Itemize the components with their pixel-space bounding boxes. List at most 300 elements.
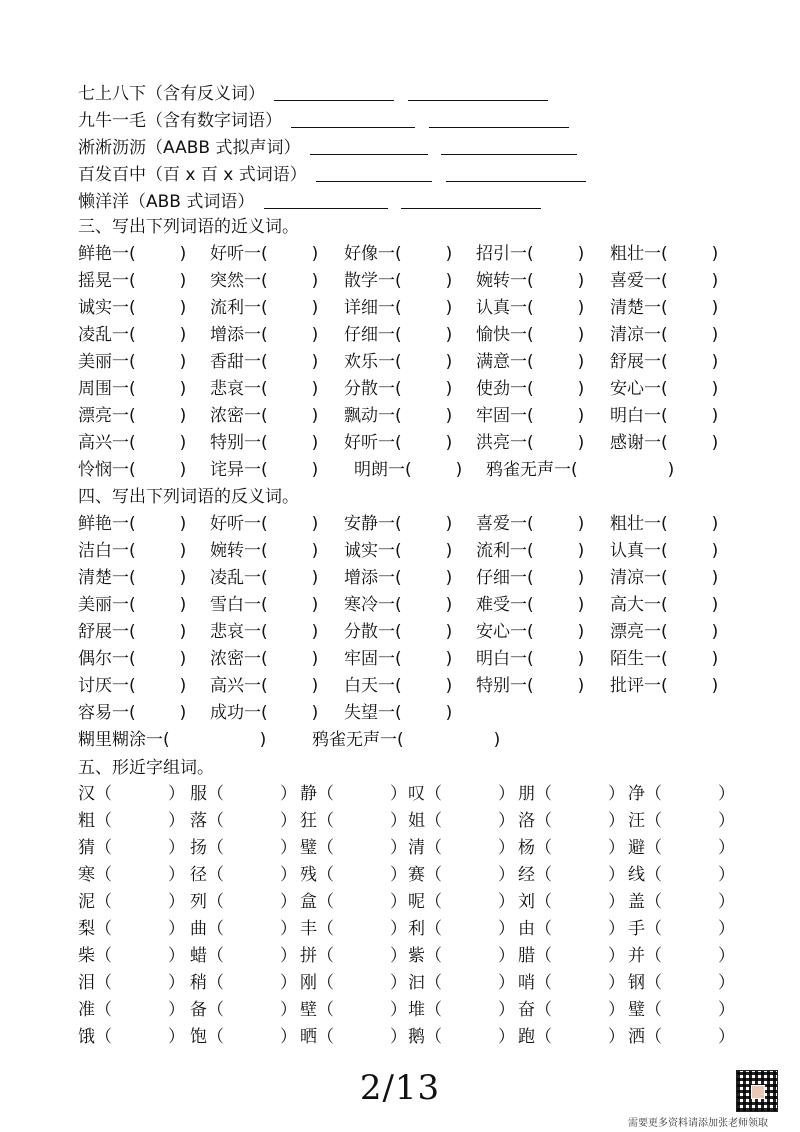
word-blank-item[interactable] <box>476 378 584 400</box>
char-label: 丰 <box>300 919 317 939</box>
close-paren: ) <box>179 676 187 696</box>
word-label: 陌生一( <box>610 649 668 669</box>
word-label: 雪白一( <box>210 595 268 615</box>
open-paren: （ <box>207 811 224 831</box>
open-paren: （ <box>425 1000 442 1020</box>
close-paren: ) <box>711 244 719 264</box>
char-blank-item[interactable] <box>300 918 407 940</box>
word-blank-item[interactable] <box>610 675 718 697</box>
word-blank-item[interactable] <box>476 540 584 562</box>
word-blank-item[interactable] <box>476 513 584 535</box>
word-blank-item[interactable] <box>610 378 718 400</box>
word-blank-item[interactable] <box>210 459 318 481</box>
word-blank-item[interactable] <box>476 675 584 697</box>
word-blank-item[interactable] <box>210 513 318 535</box>
word-label: 浓密一( <box>210 406 268 426</box>
close-paren: ) <box>577 514 585 534</box>
char-label: 并 <box>628 946 645 966</box>
word-blank-item[interactable] <box>210 567 318 589</box>
char-blank-item[interactable] <box>78 783 185 805</box>
close-paren: ） <box>608 973 625 993</box>
close-paren: ) <box>711 676 719 696</box>
open-paren: （ <box>645 946 662 966</box>
word-label: 鲜艳一( <box>78 244 136 264</box>
open-paren: （ <box>207 892 224 912</box>
open-paren: （ <box>535 865 552 885</box>
char-label: 线 <box>628 865 645 885</box>
close-paren: ） <box>168 838 185 858</box>
char-blank-item[interactable] <box>190 945 297 967</box>
word-blank-item[interactable] <box>78 702 186 724</box>
word-blank-item[interactable] <box>610 567 718 589</box>
char-blank-item[interactable] <box>78 999 185 1021</box>
char-label: 饱 <box>190 1027 207 1047</box>
word-blank-item[interactable] <box>476 567 584 589</box>
open-paren: （ <box>95 865 112 885</box>
word-blank-item[interactable] <box>78 324 186 346</box>
char-blank-item[interactable] <box>518 972 625 994</box>
open-paren: （ <box>207 1027 224 1047</box>
word-label: 讨厌一( <box>78 676 136 696</box>
close-paren: ) <box>445 325 453 345</box>
answer-blank[interactable] <box>316 166 432 182</box>
close-paren: ) <box>711 649 719 669</box>
word-blank-item[interactable] <box>344 432 452 454</box>
word-blank-item[interactable] <box>210 297 318 319</box>
word-blank-item[interactable] <box>210 702 318 724</box>
close-paren: ） <box>390 811 407 831</box>
close-paren: ) <box>711 433 719 453</box>
word-blank-item[interactable] <box>344 594 452 616</box>
word-label: 漂亮一( <box>78 406 136 426</box>
close-paren: ) <box>179 541 187 561</box>
char-blank-item[interactable] <box>300 783 407 805</box>
char-blank-item[interactable] <box>518 891 625 913</box>
answer-blank[interactable] <box>291 112 415 128</box>
close-paren: ) <box>445 352 453 372</box>
close-paren: ) <box>577 568 585 588</box>
char-blank-item[interactable] <box>190 864 297 886</box>
close-paren: ) <box>445 541 453 561</box>
close-paren: ) <box>445 568 453 588</box>
char-blank-item[interactable] <box>300 1026 407 1048</box>
char-label: 静 <box>300 784 317 804</box>
char-label: 洛 <box>518 811 535 831</box>
word-blank-item[interactable] <box>344 675 452 697</box>
char-blank-item[interactable] <box>78 918 185 940</box>
word-label: 明白一( <box>476 649 534 669</box>
char-blank-item[interactable] <box>408 918 515 940</box>
char-label: 呢 <box>408 892 425 912</box>
char-blank-item[interactable] <box>518 999 625 1021</box>
char-blank-item[interactable] <box>408 1026 515 1048</box>
char-blank-item[interactable] <box>190 999 297 1021</box>
word-label: 感谢一( <box>610 433 668 453</box>
word-label: 悲哀一( <box>210 622 268 642</box>
char-label: 杨 <box>518 838 535 858</box>
word-blank-item[interactable] <box>610 297 718 319</box>
word-blank-item[interactable] <box>476 648 584 670</box>
section-4-title: 四、写出下列词语的反义词。 <box>78 487 299 507</box>
open-paren: （ <box>317 784 334 804</box>
word-blank-item[interactable] <box>344 540 452 562</box>
word-blank-item[interactable] <box>344 702 452 724</box>
word-label: 愉快一( <box>476 325 534 345</box>
close-paren: ） <box>718 919 735 939</box>
close-paren: ) <box>577 649 585 669</box>
word-blank-item[interactable] <box>210 351 318 373</box>
char-blank-item[interactable] <box>190 972 297 994</box>
char-blank-item[interactable] <box>628 783 735 805</box>
close-paren: ) <box>445 298 453 318</box>
word-label: 寒冷一( <box>344 595 402 615</box>
close-paren: ） <box>390 946 407 966</box>
char-blank-item[interactable] <box>78 810 185 832</box>
open-paren: （ <box>535 892 552 912</box>
word-blank-item[interactable] <box>486 459 674 481</box>
char-blank-item[interactable] <box>78 1026 185 1048</box>
answer-blank[interactable] <box>429 112 569 128</box>
close-paren: ) <box>577 433 585 453</box>
word-label: 偶尔一( <box>78 649 136 669</box>
word-blank-item[interactable] <box>476 594 584 616</box>
char-blank-item[interactable] <box>190 891 297 913</box>
close-paren: ) <box>577 595 585 615</box>
word-label: 好像一( <box>344 244 402 264</box>
char-blank-item[interactable] <box>408 999 515 1021</box>
close-paren: ） <box>390 838 407 858</box>
word-blank-item[interactable] <box>344 621 452 643</box>
word-blank-item[interactable] <box>476 351 584 373</box>
close-paren: ) <box>311 649 319 669</box>
char-blank-item[interactable] <box>518 837 625 859</box>
char-blank-item[interactable] <box>78 972 185 994</box>
word-blank-item[interactable] <box>344 243 452 265</box>
char-label: 汪 <box>628 811 645 831</box>
word-blank-item[interactable] <box>78 729 266 751</box>
char-blank-item[interactable] <box>518 918 625 940</box>
answer-blank[interactable] <box>408 85 548 101</box>
word-blank-item[interactable] <box>78 243 186 265</box>
word-blank-item[interactable] <box>476 324 584 346</box>
char-blank-item[interactable] <box>518 945 625 967</box>
word-blank-item[interactable] <box>210 270 318 292</box>
word-blank-item[interactable] <box>78 270 186 292</box>
word-blank-item[interactable] <box>476 621 584 643</box>
fill-line-3 <box>78 137 577 159</box>
word-blank-item[interactable] <box>344 324 452 346</box>
char-label: 朋 <box>518 784 535 804</box>
char-blank-item[interactable] <box>628 945 735 967</box>
char-blank-item[interactable] <box>518 783 625 805</box>
close-paren: ) <box>311 271 319 291</box>
char-blank-item[interactable] <box>78 945 185 967</box>
word-blank-item[interactable] <box>610 243 718 265</box>
char-blank-item[interactable] <box>518 1026 625 1048</box>
word-blank-item[interactable] <box>610 405 718 427</box>
close-paren: ) <box>445 676 453 696</box>
word-blank-item[interactable] <box>476 432 584 454</box>
close-paren: ） <box>498 865 515 885</box>
word-blank-item[interactable] <box>344 405 452 427</box>
open-paren: （ <box>645 811 662 831</box>
word-blank-item[interactable] <box>78 297 186 319</box>
word-blank-item[interactable] <box>210 378 318 400</box>
close-paren: ） <box>390 973 407 993</box>
word-label: 周围一( <box>78 379 136 399</box>
word-label: 认真一( <box>610 541 668 561</box>
fill-line-4 <box>78 164 586 186</box>
word-label: 飘动一( <box>344 406 402 426</box>
word-blank-item[interactable] <box>210 324 318 346</box>
char-blank-item[interactable] <box>628 1026 735 1048</box>
open-paren: （ <box>95 838 112 858</box>
close-paren: ） <box>718 811 735 831</box>
word-blank-item[interactable] <box>78 540 186 562</box>
close-paren: ) <box>179 649 187 669</box>
char-blank-item[interactable] <box>628 891 735 913</box>
word-blank-item[interactable] <box>210 621 318 643</box>
open-paren: （ <box>317 919 334 939</box>
word-label: 洪亮一( <box>476 433 534 453</box>
open-paren: （ <box>645 973 662 993</box>
close-paren: ） <box>718 892 735 912</box>
open-paren: （ <box>425 892 442 912</box>
word-blank-item[interactable] <box>610 648 718 670</box>
char-blank-item[interactable] <box>408 891 515 913</box>
answer-blank[interactable] <box>274 85 394 101</box>
char-blank-item[interactable] <box>300 999 407 1021</box>
char-blank-item[interactable] <box>628 864 735 886</box>
close-paren: ） <box>168 1027 185 1047</box>
word-label: 凌乱一( <box>210 568 268 588</box>
open-paren: （ <box>535 811 552 831</box>
word-blank-item[interactable] <box>344 567 452 589</box>
word-blank-item[interactable] <box>210 540 318 562</box>
word-label: 浓密一( <box>210 649 268 669</box>
fill-line-label: 懒洋洋（ABB 式词语） <box>78 192 255 212</box>
char-label: 紫 <box>408 946 425 966</box>
word-label: 鲜艳一( <box>78 514 136 534</box>
char-blank-item[interactable] <box>190 810 297 832</box>
word-label: 招引一( <box>476 244 534 264</box>
close-paren: ） <box>498 838 515 858</box>
word-blank-item[interactable] <box>78 432 186 454</box>
word-label: 牢固一( <box>476 406 534 426</box>
close-paren: ） <box>608 1027 625 1047</box>
word-label: 鸦雀无声一( <box>312 730 404 750</box>
close-paren: ） <box>718 1027 735 1047</box>
word-blank-item[interactable] <box>344 378 452 400</box>
open-paren: （ <box>535 784 552 804</box>
char-label: 汉 <box>78 784 95 804</box>
word-label: 明白一( <box>610 406 668 426</box>
char-blank-item[interactable] <box>300 891 407 913</box>
word-label: 喜爱一( <box>476 514 534 534</box>
close-paren: ) <box>711 622 719 642</box>
word-blank-item[interactable] <box>78 675 186 697</box>
close-paren: ) <box>311 325 319 345</box>
open-paren: （ <box>645 838 662 858</box>
close-paren: ） <box>608 838 625 858</box>
word-blank-item[interactable] <box>210 405 318 427</box>
word-blank-item[interactable] <box>476 243 584 265</box>
word-blank-item[interactable] <box>610 432 718 454</box>
word-blank-item[interactable] <box>78 621 186 643</box>
word-blank-item[interactable] <box>78 405 186 427</box>
close-paren: ) <box>259 730 267 750</box>
char-label: 径 <box>190 865 207 885</box>
close-paren: ） <box>168 784 185 804</box>
word-blank-item[interactable] <box>78 513 186 535</box>
open-paren: （ <box>425 784 442 804</box>
word-label: 批评一( <box>610 676 668 696</box>
char-blank-item[interactable] <box>408 864 515 886</box>
word-blank-item[interactable] <box>78 351 186 373</box>
char-blank-item[interactable] <box>300 972 407 994</box>
word-label: 美丽一( <box>78 352 136 372</box>
char-label: 手 <box>628 919 645 939</box>
close-paren: ） <box>608 811 625 831</box>
word-blank-item[interactable] <box>78 648 186 670</box>
close-paren: ) <box>577 676 585 696</box>
word-blank-item[interactable] <box>78 459 186 481</box>
word-label: 诚实一( <box>78 298 136 318</box>
answer-blank[interactable] <box>446 166 586 182</box>
close-paren: ) <box>179 622 187 642</box>
close-paren: ) <box>711 298 719 318</box>
open-paren: （ <box>645 892 662 912</box>
word-blank-item[interactable] <box>78 594 186 616</box>
close-paren: ） <box>498 973 515 993</box>
answer-blank[interactable] <box>441 139 577 155</box>
char-label: 奋 <box>518 1000 535 1020</box>
word-label: 欢乐一( <box>344 352 402 372</box>
open-paren: （ <box>535 973 552 993</box>
char-label: 清 <box>408 838 425 858</box>
char-blank-item[interactable] <box>300 945 407 967</box>
char-blank-item[interactable] <box>628 837 735 859</box>
close-paren: ) <box>711 406 719 426</box>
close-paren: ） <box>168 865 185 885</box>
word-label: 香甜一( <box>210 352 268 372</box>
answer-blank[interactable] <box>264 193 388 209</box>
word-blank-item[interactable] <box>344 297 452 319</box>
word-label: 糊里糊涂一( <box>78 730 170 750</box>
close-paren: ) <box>445 649 453 669</box>
char-label: 晒 <box>300 1027 317 1047</box>
char-blank-item[interactable] <box>518 810 625 832</box>
word-blank-item[interactable] <box>210 594 318 616</box>
char-blank-item[interactable] <box>408 945 515 967</box>
word-blank-item[interactable] <box>210 432 318 454</box>
word-blank-item[interactable] <box>610 621 718 643</box>
close-paren: ) <box>711 541 719 561</box>
word-blank-item[interactable] <box>210 243 318 265</box>
answer-blank[interactable] <box>310 139 428 155</box>
word-label: 怜悯一( <box>78 460 136 480</box>
close-paren: ) <box>179 433 187 453</box>
word-blank-item[interactable] <box>610 324 718 346</box>
word-blank-item[interactable] <box>344 351 452 373</box>
close-paren: ) <box>311 379 319 399</box>
char-blank-item[interactable] <box>78 864 185 886</box>
char-blank-item[interactable] <box>628 810 735 832</box>
char-blank-item[interactable] <box>408 972 515 994</box>
char-blank-item[interactable] <box>628 999 735 1021</box>
char-blank-item[interactable] <box>78 891 185 913</box>
close-paren: ） <box>718 946 735 966</box>
close-paren: ) <box>445 703 453 723</box>
close-paren: ) <box>711 379 719 399</box>
word-blank-item[interactable] <box>610 540 718 562</box>
open-paren: （ <box>317 1027 334 1047</box>
word-label: 满意一( <box>476 352 534 372</box>
char-label: 利 <box>408 919 425 939</box>
close-paren: ） <box>168 919 185 939</box>
char-blank-item[interactable] <box>300 810 407 832</box>
char-blank-item[interactable] <box>408 837 515 859</box>
word-blank-item[interactable] <box>210 675 318 697</box>
close-paren: ) <box>493 730 501 750</box>
answer-blank[interactable] <box>401 193 541 209</box>
word-blank-item[interactable] <box>78 378 186 400</box>
word-blank-item[interactable] <box>344 648 452 670</box>
close-paren: ) <box>577 298 585 318</box>
fill-line-1 <box>78 83 548 105</box>
word-blank-item[interactable] <box>610 594 718 616</box>
open-paren: （ <box>645 865 662 885</box>
close-paren: ） <box>168 946 185 966</box>
word-blank-item[interactable] <box>78 567 186 589</box>
word-blank-item[interactable] <box>344 513 452 535</box>
word-blank-item[interactable] <box>610 513 718 535</box>
char-blank-item[interactable] <box>628 972 735 994</box>
word-blank-item[interactable] <box>476 297 584 319</box>
close-paren: ） <box>498 892 515 912</box>
word-blank-item[interactable] <box>312 729 500 751</box>
open-paren: （ <box>645 784 662 804</box>
char-label: 壁 <box>300 1000 317 1020</box>
word-blank-item[interactable] <box>610 270 718 292</box>
char-blank-item[interactable] <box>300 837 407 859</box>
char-label: 堆 <box>408 1000 425 1020</box>
char-blank-item[interactable] <box>300 864 407 886</box>
close-paren: ) <box>577 406 585 426</box>
open-paren: （ <box>645 919 662 939</box>
word-blank-item[interactable] <box>344 270 452 292</box>
char-blank-item[interactable] <box>190 1026 297 1048</box>
word-label: 流利一( <box>210 298 268 318</box>
word-blank-item[interactable] <box>476 270 584 292</box>
char-blank-item[interactable] <box>78 837 185 859</box>
char-blank-item[interactable] <box>190 918 297 940</box>
word-blank-item[interactable] <box>354 459 462 481</box>
char-label: 跑 <box>518 1027 535 1047</box>
word-blank-item[interactable] <box>610 351 718 373</box>
word-blank-item[interactable] <box>476 405 584 427</box>
char-blank-item[interactable] <box>408 810 515 832</box>
char-blank-item[interactable] <box>190 783 297 805</box>
char-blank-item[interactable] <box>628 918 735 940</box>
char-blank-item[interactable] <box>518 864 625 886</box>
open-paren: （ <box>207 865 224 885</box>
char-blank-item[interactable] <box>408 783 515 805</box>
char-label: 刚 <box>300 973 317 993</box>
char-blank-item[interactable] <box>190 837 297 859</box>
word-blank-item[interactable] <box>210 648 318 670</box>
close-paren: ) <box>711 568 719 588</box>
